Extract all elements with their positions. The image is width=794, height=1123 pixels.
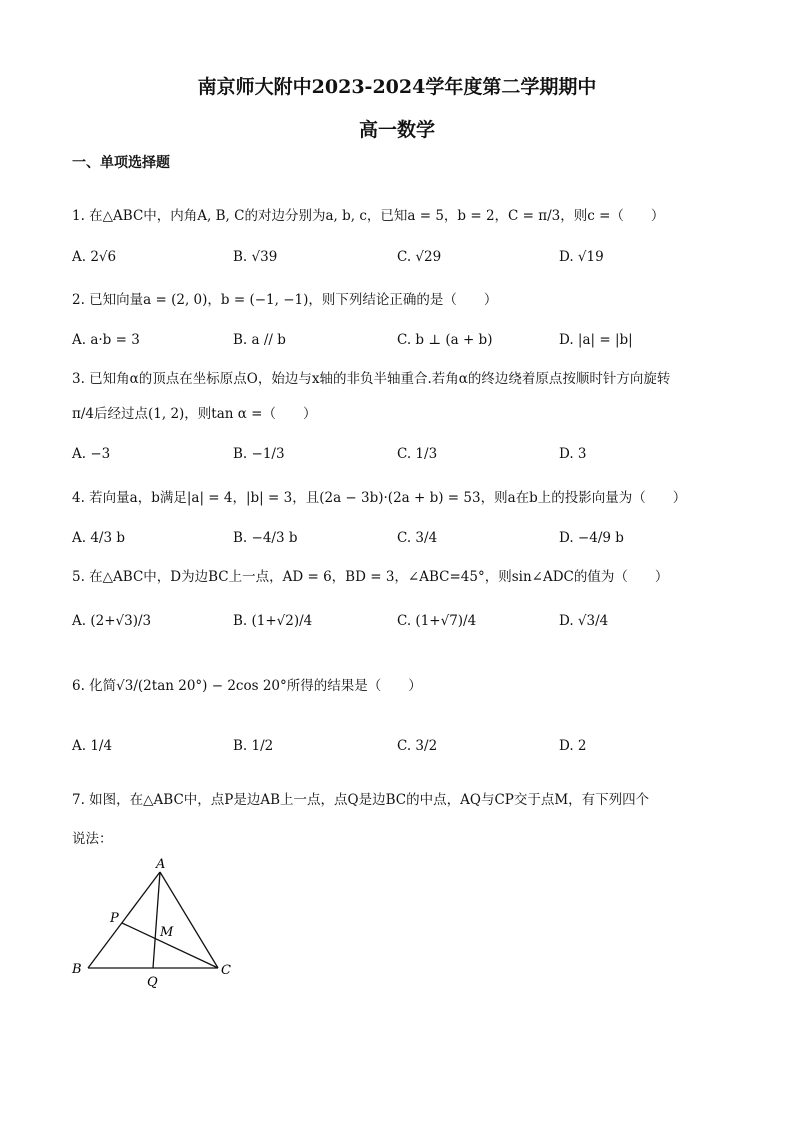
q4-option-b: B. −4/3 b xyxy=(233,530,298,546)
q3-option-b: B. −1/3 xyxy=(233,446,285,462)
label-b: B xyxy=(72,962,82,977)
question-6-stem: 6. 化简√3/(2tan 20°) − 2cos 20°所得的结果是（ ） xyxy=(72,678,422,694)
q4-option-a: A. 4/3 b xyxy=(72,530,125,546)
exam-subtitle: 高一数学 xyxy=(358,119,435,141)
q1-option-c: C. √29 xyxy=(397,249,442,265)
label-p: P xyxy=(110,911,119,926)
q6-option-a: A. 1/4 xyxy=(72,738,113,754)
label-q: Q xyxy=(147,975,158,990)
segment-aq xyxy=(153,872,160,968)
question-4-stem: 4. 若向量a，b满足|a| = 4，|b| = 3，且(2a − 3b)·(2a + b) = 53，则a在b上的投影向量为（ ） xyxy=(72,490,687,506)
q4-option-c: C. 3/4 xyxy=(397,530,438,546)
question-5-stem: 5. 在△ABC中，D为边BC上一点，AD = 6，BD = 3，∠ABC=45°，则sin∠ADC的值为（ ） xyxy=(72,569,669,585)
q1-option-a: A. 2√6 xyxy=(72,249,117,265)
q3-option-d: D. 3 xyxy=(559,446,587,462)
section-heading: 一、单项选择题 xyxy=(72,155,170,171)
q2-option-a: A. a·b = 3 xyxy=(72,332,140,348)
q4-option-d: D. −4/9 b xyxy=(559,530,624,546)
question-7-stem-cont: 说法： xyxy=(72,831,113,847)
q5-option-c: C. (1+√7)/4 xyxy=(397,613,477,629)
question-2-stem: 2. 已知向量a = (2, 0)，b = (−1, −1)，则下列结论正确的是（ ） xyxy=(72,292,498,308)
q5-option-d: D. √3/4 xyxy=(559,613,609,629)
q3-option-a: A. −3 xyxy=(72,446,111,462)
q1-option-d: D. √19 xyxy=(559,249,604,265)
exam-title: 南京师大附中2023-2024学年度第二学期期中 xyxy=(197,76,597,98)
question-3-stem: 3. 已知角α的顶点在坐标原点O，始边与x轴的非负半轴重合.若角α的终边绕着原点按顺时针方向旋转 xyxy=(72,371,671,387)
q2-option-d: D. |a| = |b| xyxy=(559,332,633,348)
question-7-stem: 7. 如图，在△ABC中，点P是边AB上一点，点Q是边BC的中点，AQ与CP交于点M，有下列四个 xyxy=(72,792,650,808)
label-c: C xyxy=(221,963,231,978)
triangle-figure xyxy=(60,850,250,990)
q6-option-b: B. 1/2 xyxy=(233,738,274,754)
q5-option-a: A. (2+√3)/3 xyxy=(72,613,152,629)
q6-option-c: C. 3/2 xyxy=(397,738,438,754)
question-3-stem-cont: π/4后经过点(1, 2)，则tan α =（ ） xyxy=(72,406,317,422)
q2-option-c: C. b ⊥ (a + b) xyxy=(397,332,493,348)
q3-option-c: C. 1/3 xyxy=(397,446,438,462)
q2-option-b: B. a // b xyxy=(233,332,286,348)
question-1-stem: 1. 在△ABC中，内角A, B, C的对边分别为a, b, c，已知a = 5，b = 2，C = π/3，则c =（ ） xyxy=(72,208,665,224)
label-m: M xyxy=(160,925,174,940)
segment-ac xyxy=(160,872,218,968)
q1-option-b: B. √39 xyxy=(233,249,278,265)
q6-option-d: D. 2 xyxy=(559,738,587,754)
segment-ab xyxy=(88,872,160,968)
q5-option-b: B. (1+√2)/4 xyxy=(233,613,313,629)
label-a: A xyxy=(156,857,166,872)
